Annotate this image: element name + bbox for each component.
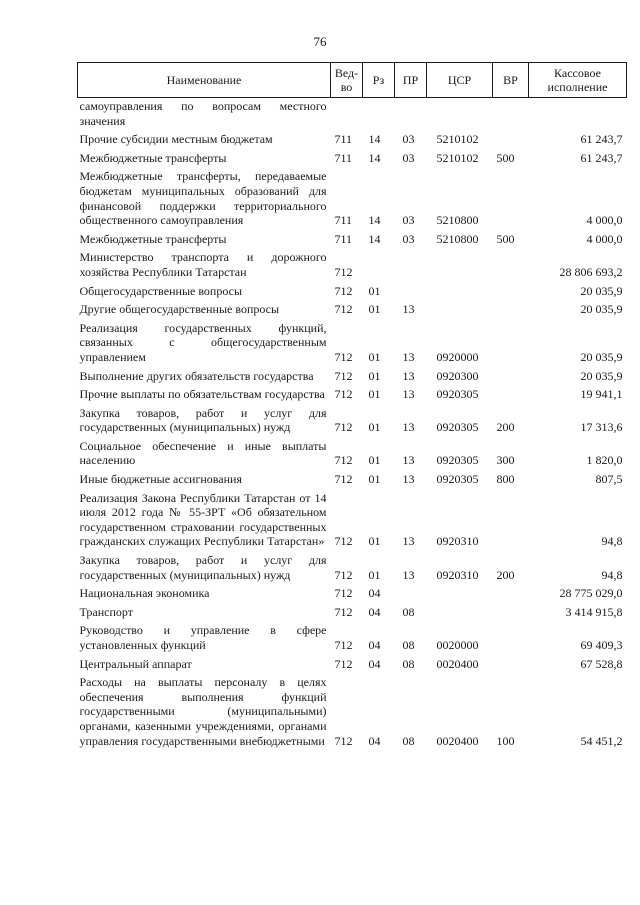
cell-rz [363,246,395,279]
cell-csr: 0920305 [436,453,479,468]
cell-vr [493,365,529,384]
cell-sum: 3 414 915,8 [565,604,623,619]
cell-ved: 712 [334,472,353,487]
budget-table-container [77,62,626,748]
cell-sum: 61 243,7 [580,150,623,165]
cell-name: Расходы на выплаты персоналу в целях обеспечения выполнения функций государственными (муниципальными) органами, казенными учреждениями, органами управления государственными внебюджетными [79,675,327,748]
cell-sum: 20 035,9 [580,349,623,364]
cell-rz: 04 [368,733,381,748]
header-pr: ПР [395,63,427,98]
cell-sum: 28 775 029,0 [559,586,623,601]
header-ved-line2: во [340,80,353,94]
cell-pr: 03 [402,150,415,165]
cell-csr: 0920300 [436,368,479,383]
cell-ved: 712 [334,264,353,279]
cell-name: Национальная экономика [79,586,210,601]
cell-pr [395,582,427,601]
cell-rz: 01 [368,420,381,435]
cell-sum: 807,5 [595,472,623,487]
cell-sum: 4 000,0 [586,231,623,246]
cell-ved: 712 [334,534,353,549]
cell-pr: 13 [402,387,415,402]
cell-csr: 0920000 [436,349,479,364]
cell-sum: 4 000,0 [586,213,623,228]
cell-rz: 14 [368,132,381,147]
cell-sum: 61 243,7 [580,132,623,147]
cell-name: Межбюджетные трансферты [79,150,227,165]
cell-sum: 19 941,1 [580,387,623,402]
table-row [78,582,627,601]
cell-csr: 5210102 [436,132,479,147]
cell-csr: 0920305 [436,387,479,402]
table-row [78,128,627,147]
cell-pr: 13 [402,472,415,487]
cell-pr: 13 [402,453,415,468]
table-row [78,365,627,384]
cell-ved: 712 [334,283,353,298]
table-row [78,147,627,166]
cell-sum: 69 409,3 [580,638,623,652]
table-row [78,228,627,247]
cell-ved: 712 [334,387,353,402]
header-csr: ЦСР [427,63,493,98]
cell-ved: 712 [334,586,353,601]
cell-rz: 01 [368,349,381,364]
cell-pr: 08 [402,733,415,748]
cell-sum: 94,8 [601,567,623,582]
cell-rz: 01 [368,302,381,317]
cell-pr: 13 [402,534,415,549]
cell-rz: 01 [368,534,381,549]
cell-rz: 01 [368,368,381,383]
cell-name: Руководство и управление в сфере установленных функций [79,623,327,652]
cell-sum [529,98,627,129]
cell-name: Прочие субсидии местным бюджетам [79,132,273,147]
cell-name: Социальное обеспечение и иные выплаты населению [79,438,327,468]
cell-csr [427,98,493,129]
cell-pr: 13 [402,302,415,317]
cell-vr: 200 [496,567,515,582]
cell-name: Министерство транспорта и дорожного хозяйства Республики Татарстан [79,250,327,279]
cell-name: Закупка товаров, работ и услуг для государственных (муниципальных) нужд [79,553,327,582]
cell-name: Межбюджетные трансферты [79,231,227,246]
cell-pr: 13 [402,567,415,582]
cell-name: Другие общегосударственные вопросы [79,302,280,317]
cell-pr: 13 [402,349,415,364]
cell-sum: 67 528,8 [580,656,623,671]
cell-csr: 0920310 [436,567,479,582]
cell-ved: 712 [334,302,353,317]
cell-name: Центральный аппарат [79,656,192,671]
table-row [78,487,627,549]
cell-rz: 14 [368,231,381,246]
cell-rz: 01 [368,283,381,298]
cell-name: Иные бюджетные ассигнования [79,472,242,487]
cell-ved: 712 [334,453,353,468]
cell-sum: 20 035,9 [580,283,623,298]
cell-sum: 20 035,9 [580,368,623,383]
cell-ved: 712 [334,567,353,582]
cell-sum: 17 313,6 [580,420,623,435]
cell-ved: 711 [334,231,353,246]
cell-vr [493,383,529,402]
cell-ved: 711 [334,213,353,228]
cell-pr [395,246,427,279]
cell-rz: 04 [368,586,381,601]
cell-sum: 28 806 693,2 [559,264,623,279]
cell-pr: 08 [402,638,415,652]
cell-rz [363,98,395,129]
cell-name: Закупка товаров, работ и услуг для государственных (муниципальных) нужд [79,405,327,435]
cell-vr [493,619,529,652]
cell-vr [493,601,529,620]
cell-csr: 5210102 [436,150,479,165]
table-body [78,98,627,749]
cell-csr: 0920310 [436,534,479,549]
cell-csr [427,582,493,601]
cell-rz: 14 [368,213,381,228]
cell-rz: 01 [368,387,381,402]
cell-csr: 0020000 [436,638,479,652]
page-number: 76 [313,34,327,49]
cell-name: Межбюджетные трансферты, передаваемые бюджетам муниципальных образований для финансовой поддержки территориального общественного самоуправления [79,169,327,228]
cell-vr: 500 [496,231,515,246]
cell-rz: 01 [368,453,381,468]
cell-pr: 08 [402,656,415,671]
cell-csr: 5210800 [436,213,479,228]
table-row [78,619,627,652]
cell-vr: 200 [496,420,515,435]
cell-rz: 04 [368,656,381,671]
cell-name: Общегосударственные вопросы [79,283,243,298]
cell-pr: 03 [402,213,415,228]
cell-name: Транспорт [79,604,133,619]
header-sum [529,63,627,98]
cell-csr [427,246,493,279]
cell-rz: 14 [368,150,381,165]
cell-rz: 04 [368,638,381,652]
cell-ved: 711 [334,132,353,147]
cell-ved: 712 [334,733,353,748]
cell-pr [395,280,427,299]
cell-pr: 13 [402,368,415,383]
cell-vr [493,98,529,129]
cell-pr: 03 [402,132,415,147]
cell-vr [493,165,529,227]
header-ved [331,63,363,98]
cell-csr: 5210800 [436,231,479,246]
table-header [78,63,627,98]
cell-ved: 712 [334,368,353,383]
cell-vr [493,317,529,365]
cell-vr [493,128,529,147]
cell-csr [427,298,493,317]
cell-vr: 800 [496,472,515,487]
cell-csr [427,601,493,620]
cell-pr: 08 [402,604,415,619]
cell-ved [331,98,363,129]
cell-vr [493,280,529,299]
cell-name: Реализация государственных функций, связанных с общегосударственным управлением [79,320,327,364]
table-row [78,468,627,487]
cell-vr: 500 [496,150,515,165]
header-rz: Рз [363,63,395,98]
table-row [78,165,627,227]
cell-vr [493,582,529,601]
cell-vr [493,487,529,549]
cell-pr: 13 [402,420,415,435]
table-row [78,435,627,468]
table-row [78,653,627,672]
cell-csr: 0920305 [436,472,479,487]
cell-sum: 1 820,0 [586,453,623,468]
cell-sum: 94,8 [601,534,623,549]
cell-ved: 712 [334,604,353,619]
cell-name: Выполнение других обязательств государства [79,368,314,383]
cell-ved: 712 [334,349,353,364]
cell-csr: 0020400 [436,656,479,671]
header-ved-line1: Вед- [334,66,359,80]
table-row [78,383,627,402]
cell-ved: 712 [334,656,353,671]
header-name: Наименование [78,63,331,98]
table-row [78,402,627,435]
cell-name: Прочие выплаты по обязательствам государства [79,387,325,402]
cell-ved: 712 [334,420,353,435]
cell-vr: 300 [496,453,515,468]
header-sum-line2: исполнение [547,80,608,94]
budget-table [77,62,627,748]
cell-sum: 54 451,2 [580,733,623,748]
cell-ved: 712 [334,638,353,652]
cell-name: самоуправления по вопросам местного значения [79,99,327,128]
cell-sum: 20 035,9 [580,302,623,317]
cell-rz: 01 [368,472,381,487]
table-row [78,601,627,620]
table-row [78,549,627,582]
cell-rz: 04 [368,604,381,619]
cell-vr [493,298,529,317]
cell-pr: 03 [402,231,415,246]
cell-csr: 0020400 [436,733,479,748]
cell-vr [493,653,529,672]
header-sum-line1: Кассовое [554,66,601,80]
cell-vr [493,246,529,279]
cell-name: Реализация Закона Республики Татарстан от 14 июля 2012 года № 55-ЗРТ «Об обязательном государственном страховании государственных гражданских служащих Республики Татарстан» [79,490,327,549]
cell-csr: 0920305 [436,420,479,435]
table-row [78,317,627,365]
table-row [78,280,627,299]
cell-vr: 100 [496,733,515,748]
table-row [78,246,627,279]
cell-rz: 01 [368,567,381,582]
table-row [78,671,627,748]
cell-pr [395,98,427,129]
cell-csr [427,280,493,299]
cell-ved: 711 [334,150,353,165]
table-row [78,98,627,129]
header-vr: ВР [493,63,529,98]
table-row [78,298,627,317]
